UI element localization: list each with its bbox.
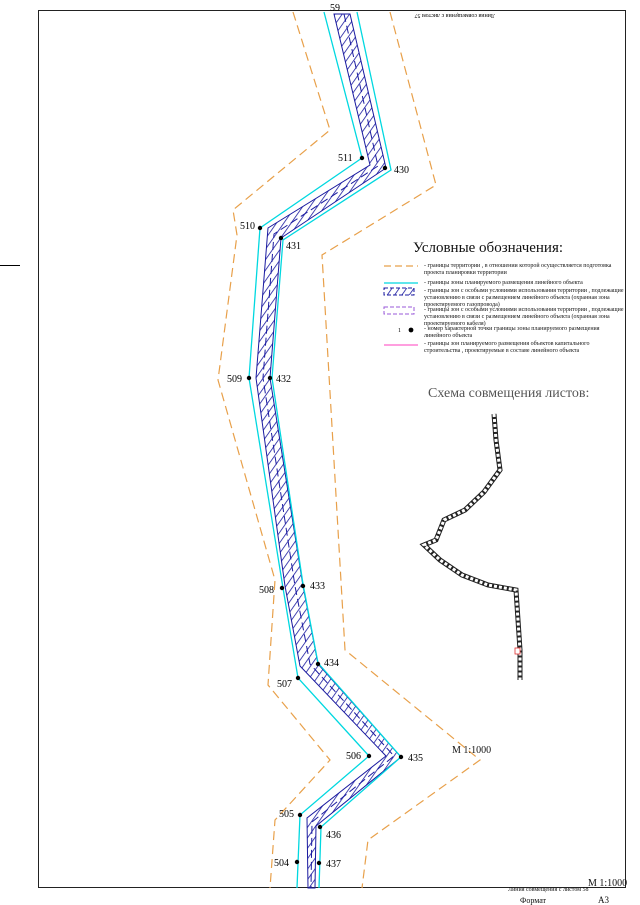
point-label-436: 436 [326,830,341,841]
legend-swatch-point [409,328,414,333]
point-marker-509 [247,376,251,380]
point-label-437: 437 [326,859,341,870]
point-label-509: 509 [227,374,242,385]
legend-item-label: - границы зон планируемого размещения объектов капитального строительства , проектируемые в составе линейного объекта [424,341,590,354]
point-label-432: 432 [276,374,291,385]
point-label-511: 511 [338,153,353,164]
point-marker-435 [399,755,403,759]
point-marker-432 [268,376,272,380]
legend-item-label: - границы зон с особыми условиями использования территории , подлежащие установлению в связи с размещением линейного объекта (охранная зона проектируемого газопровода) [424,288,624,308]
point-marker-436 [318,825,322,829]
point-marker-507 [296,676,300,680]
legend-item-label: - границы зон с особыми условиями использования территории , подлежащие установлению в связи с размещением линейного объекта (охранная зона проектируемого кабеля) [424,307,624,327]
point-label-433: 433 [310,581,325,592]
point-marker-437 [317,861,321,865]
point-label-434: 434 [324,658,339,669]
point-marker-505 [298,813,302,817]
gas-protection-zone [256,14,401,888]
scheme-title: Схема совмещения листов: [428,386,590,401]
point-label-507: 507 [277,679,292,690]
point-label-506: 506 [346,751,361,762]
point-label-508: 508 [259,585,274,596]
legend-swatches [384,266,418,345]
point-label-431: 431 [286,241,301,252]
point-label-430: 430 [394,165,409,176]
point-label-504: 504 [274,858,289,869]
legend-item-label: - номер характерной точки границы зоны планируемого размещения линейного объекта [424,326,600,339]
point-marker-508 [280,586,284,590]
point-label-510: 510 [240,221,255,232]
zone-boundary-right [272,12,401,888]
current-sheet-marker [515,648,520,654]
point-marker-506 [367,754,371,758]
sheet-scheme [424,414,520,680]
point-marker-510 [258,226,262,230]
scale-label-mid: М 1:1000 [452,745,492,756]
bottom-match-line-note: Линия совмещения с листом 58 [508,887,589,893]
legend-title: Условные обозначения: [413,240,564,256]
sheet-number-top: 59 [330,3,340,14]
format-label: Формат [520,896,547,905]
point-marker-504 [295,860,299,864]
point-label-435: 435 [408,753,423,764]
top-match-line-note: Линия совмещения с листом 57 [414,12,495,18]
point-marker-434 [316,662,320,666]
point-marker-433 [301,584,305,588]
point-marker-430 [383,166,387,170]
legend-swatch-gas-zone [384,288,414,295]
legend-item-label: - границы территории , в отношении которой осуществляется подготовка проекта планировки территории [424,263,612,276]
format-value: А3 [598,895,609,905]
legend-swatch-cable-zone [384,307,414,314]
scale-label-bottom: М 1:1000 [588,878,628,889]
point-marker-511 [360,156,364,160]
point-label-505: 505 [279,809,294,820]
legend-point-number: 1 [398,328,401,334]
legend-item-label: - границы зоны планируемого размещения линейного объекта [424,280,583,286]
point-marker-431 [279,236,283,240]
